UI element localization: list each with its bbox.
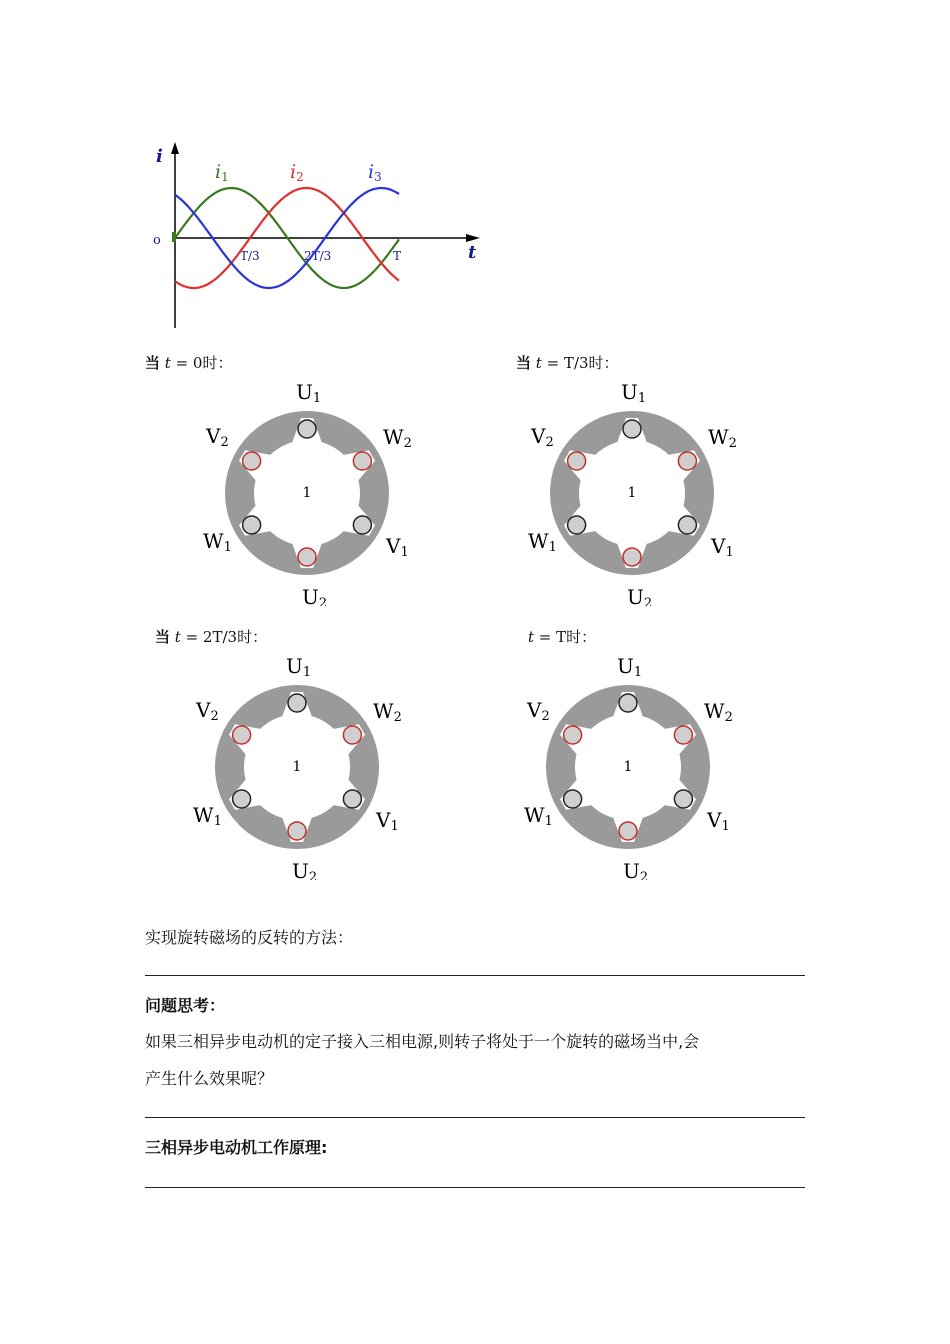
label-W2: W2 (708, 425, 737, 451)
tick-label-T3: T/3 (240, 249, 260, 263)
question-heading: 问题思考： (145, 996, 226, 1015)
caption-prefix: 当 (145, 354, 161, 372)
caption-t-var: t (174, 628, 181, 646)
stator-diagram-t-full (511, 650, 751, 880)
label-U1: U1 (296, 380, 322, 406)
label-U2: U2 (627, 585, 653, 606)
conductor-V2 (243, 452, 261, 470)
label-W2: W2 (383, 425, 412, 451)
conductor-V1 (353, 516, 371, 534)
conductor-V2 (564, 726, 582, 744)
answer-line-3 (145, 1187, 805, 1188)
caption-t-full (528, 626, 596, 647)
center-label: 1 (292, 759, 302, 775)
three-phase-current-waveform (140, 138, 490, 338)
stator-diagram-t-two-thirds (180, 650, 420, 880)
tick-label-2T3: 2T/3 (304, 249, 332, 263)
caption-t-var: t (528, 628, 535, 646)
conductor-W2 (353, 452, 371, 470)
conductor-U2 (298, 548, 316, 566)
conductor-W2 (674, 726, 692, 744)
label-V2: V2 (196, 698, 219, 724)
principle-heading: 三相异步电动机工作原理: (145, 1138, 328, 1157)
caption-prefix: 当 (516, 354, 532, 372)
center-label: 1 (302, 485, 312, 501)
tick-label-T: T (393, 249, 402, 263)
conductor-U2 (619, 822, 637, 840)
y-axis-arrow (171, 142, 179, 154)
question-line-2: 产生什么效果呢？ (145, 1069, 274, 1088)
conductor-U2 (288, 822, 306, 840)
caption-t-var: t (535, 354, 542, 372)
label-U1: U1 (621, 380, 647, 406)
label-V1: V1 (376, 808, 399, 834)
label-U1: U1 (617, 654, 643, 680)
label-V2: V2 (531, 424, 554, 450)
label-W1: W1 (203, 529, 232, 555)
caption-t-var: t (164, 354, 171, 372)
caption-eq: = 2T/3时： (180, 628, 268, 646)
label-W1: W1 (528, 529, 557, 555)
x-axis-label: t (468, 242, 477, 263)
conductor-U1 (623, 420, 641, 438)
conductor-U1 (619, 694, 637, 712)
conductor-U1 (298, 420, 316, 438)
conductor-U2 (623, 548, 641, 566)
conductor-W1 (233, 790, 251, 808)
label-U2: U2 (302, 585, 328, 606)
label-U1: U1 (286, 654, 312, 680)
x-axis-arrow (466, 234, 480, 242)
legend-i1: i1 (215, 161, 229, 184)
label-U2: U2 (292, 859, 318, 880)
stator-diagram-t0 (190, 376, 430, 606)
caption-prefix: 当 (155, 628, 171, 646)
label-W2: W2 (704, 699, 733, 725)
label-V2: V2 (527, 698, 550, 724)
conductor-W2 (343, 726, 361, 744)
conductor-V1 (678, 516, 696, 534)
answer-line-2 (145, 1117, 805, 1118)
caption-eq: = T时： (534, 628, 597, 646)
reverse-method-prompt: 实现旋转磁场的反转的方法： (145, 928, 354, 947)
conductor-W1 (243, 516, 261, 534)
conductor-U1 (288, 694, 306, 712)
y-axis-label: i (156, 146, 163, 167)
legend-i3: i3 (368, 161, 382, 184)
label-V1: V1 (711, 534, 734, 560)
caption-eq: = T/3时： (541, 354, 619, 372)
stator-diagram-t-third (515, 376, 755, 606)
conductor-W1 (564, 790, 582, 808)
center-label: 1 (623, 759, 633, 775)
caption-t-two-thirds (155, 626, 267, 647)
caption-t-third (516, 352, 619, 373)
label-V2: V2 (206, 424, 229, 450)
caption-t0 (145, 352, 232, 373)
conductor-V1 (343, 790, 361, 808)
label-V1: V1 (386, 534, 409, 560)
caption-eq: = 0时： (170, 354, 233, 372)
conductor-V2 (233, 726, 251, 744)
label-U2: U2 (623, 859, 649, 880)
conductor-W1 (568, 516, 586, 534)
center-label: 1 (627, 485, 637, 501)
conductor-W2 (678, 452, 696, 470)
label-W1: W1 (193, 803, 222, 829)
question-line-1: 如果三相异步电动机的定子接入三相电源,则转子将处于一个旋转的磁场当中,会 (145, 1032, 700, 1051)
label-W1: W1 (524, 803, 553, 829)
conductor-V1 (674, 790, 692, 808)
i1-start-mark (172, 232, 176, 242)
conductor-V2 (568, 452, 586, 470)
legend-i2: i2 (290, 161, 304, 184)
label-V1: V1 (707, 808, 730, 834)
answer-line-1 (145, 975, 805, 976)
origin-label: o (153, 233, 161, 248)
label-W2: W2 (373, 699, 402, 725)
